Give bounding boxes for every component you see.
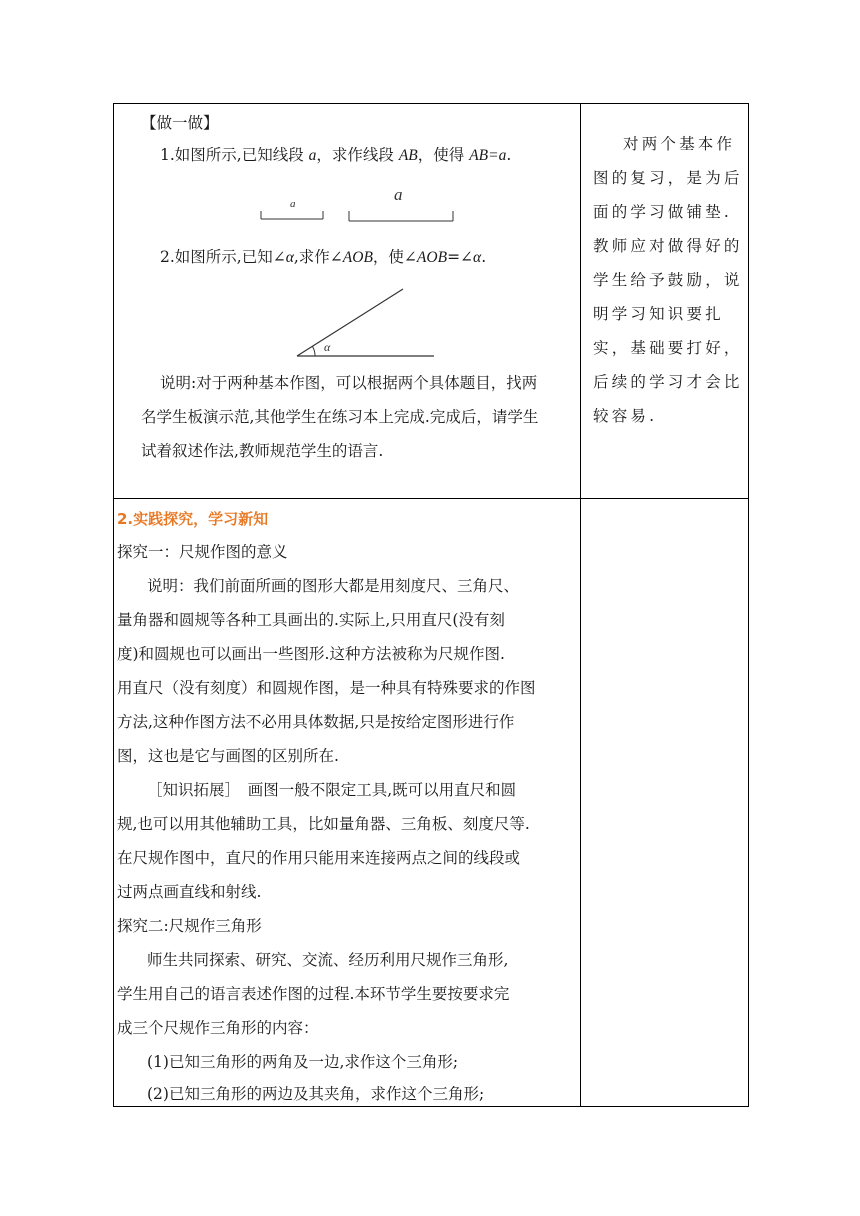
- row1-main-cell: [113, 103, 580, 498]
- question-1: [160, 145, 511, 166]
- row2-side-cell: [581, 499, 749, 1106]
- explore1-line-2: 量角器和圆规等各种工具画出的.实际上,只用直尺(没有刻: [117, 611, 505, 629]
- segment-figure: [253, 181, 463, 223]
- side-note: 对两个基本作图的复习，是为后面的学习做铺垫.教师应对做得好的学生给予鼓励，说明学习知识要扎实，基础要打好，后续的学习才会比较容易.: [593, 135, 743, 425]
- q2-alpha2: α: [473, 249, 482, 266]
- explore1-line-6: 图，这也是它与画图的区别所在.: [117, 747, 339, 765]
- q2-end: .: [481, 248, 487, 266]
- row2-main-cell: [113, 499, 580, 1106]
- list-item-1: (1)已知三角形的两角及一边,求作这个三角形;: [147, 1053, 459, 1071]
- ext-line-2: 规,也可以用其他辅助工具，比如量角器、三角板、刻度尺等.: [117, 815, 530, 833]
- q2-prefix: 2.如图所示,已知∠: [160, 248, 286, 266]
- q1-end: .: [506, 146, 512, 164]
- question-2: [160, 247, 486, 268]
- q1-mid: ，求作线段: [316, 146, 399, 164]
- segment-small: [261, 211, 323, 219]
- segment-large: [349, 211, 453, 221]
- list-item-2: (2)已知三角形的两边及其夹角，求作这个三角形;: [147, 1085, 485, 1103]
- q2-mid: ,求作∠: [293, 248, 343, 266]
- q1-mid2: ，使得: [417, 146, 470, 164]
- explore1-line-1: 说明：我们前面所画的图形大都是用刻度尺、三角尺、: [147, 577, 520, 595]
- explore2-title: 探究二:尺规作三角形: [117, 917, 262, 935]
- section1-title: 【做一做】: [141, 114, 219, 132]
- q1-var-ab: AB: [398, 147, 418, 164]
- explore1-line-5: 方法,这种作图方法不必用具体数据,只是按给定图形进行作: [117, 713, 515, 731]
- q2-mid2: ，使∠: [372, 248, 417, 266]
- ext-line-3: 在尺规作图中，直尺的作用只能用来连接两点之间的线段或: [117, 849, 521, 867]
- q2-alpha: α: [285, 249, 294, 266]
- angle-figure: [291, 283, 441, 361]
- explore1-title: 探究一：尺规作图的意义: [117, 543, 288, 561]
- q2-aob: AOB: [342, 249, 373, 266]
- table-border-bottom: [113, 1106, 749, 1107]
- angle-arc: [313, 347, 316, 357]
- explore1-line-3: 度)和圆规也可以画出一些图形.这种方法被称为尺规作图.: [117, 645, 505, 663]
- segment-large-label: a: [394, 185, 403, 204]
- q2-eq: =∠: [447, 248, 474, 266]
- explore2-line-2: 学生用自己的语言表述作图的过程.本环节学生要按要求完: [117, 985, 510, 1003]
- q1-eq: AB=a: [469, 147, 507, 164]
- explore2-line-1: 师生共同探索、研究、交流、经历利用尺规作三角形,: [147, 951, 509, 969]
- row1-side-cell: [581, 103, 749, 498]
- ext-line-4: 过两点画直线和射线.: [117, 883, 262, 901]
- q1-var-a: a: [308, 147, 317, 164]
- note-line-2: 名学生板演示范,其他学生在练习本上完成.完成后，请学生: [141, 408, 539, 426]
- section2-heading: 2.实践探究，学习新知: [117, 510, 269, 528]
- ext-line-1: ［知识拓展］ 画图一般不限定工具,既可以用直尺和圆: [147, 781, 517, 799]
- angle-label: α: [324, 340, 331, 354]
- note-line-3: 试着叙述作法,教师规范学生的语言.: [141, 442, 384, 460]
- explore2-line-3: 成三个尺规作三角形的内容：: [117, 1019, 319, 1037]
- lesson-table: [113, 103, 749, 1107]
- explore1-line-4: 用直尺（没有刻度）和圆规作图，是一种具有特殊要求的作图: [117, 679, 536, 697]
- angle-ray-upper: [297, 289, 403, 356]
- q1-prefix: 1.如图所示,已知线段: [160, 146, 309, 164]
- segment-small-label: a: [290, 198, 296, 210]
- note-line-1: 说明:对于两种基本作图，可以根据两个具体题目，找两: [160, 374, 538, 392]
- q2-aob2: AOB: [416, 249, 448, 266]
